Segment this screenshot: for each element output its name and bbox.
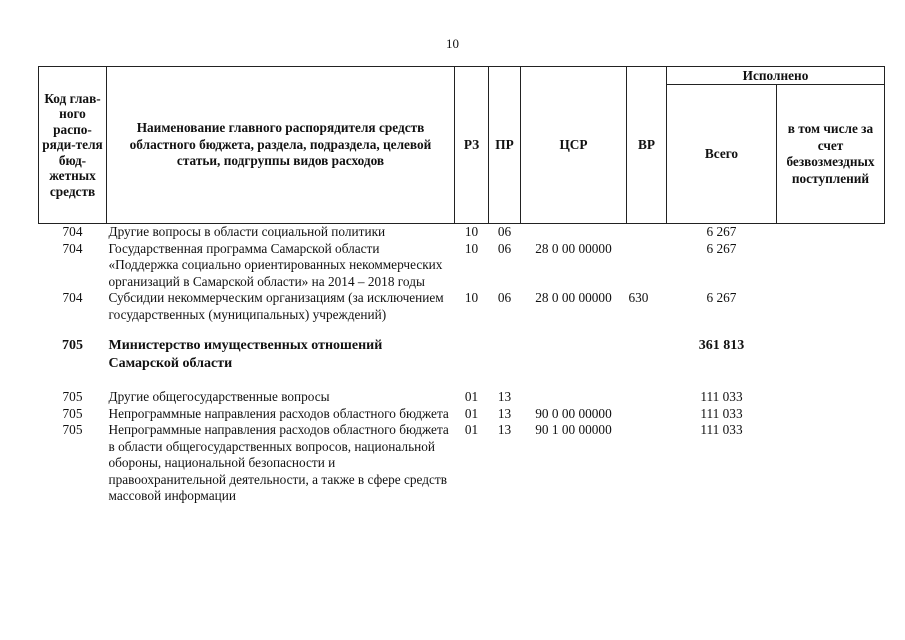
row-name: Другие общегосударственные вопросы: [108, 389, 330, 404]
header-name: Наименование главного распорядителя средств областного бюджета, раздела, подраздела, целевой статьи, подгруппы видов расходов: [107, 67, 455, 224]
row-gratuitous: [777, 224, 885, 241]
header-rz: РЗ: [455, 67, 489, 224]
row-pr: 13: [497, 422, 512, 437]
row-vr: 630: [628, 290, 649, 305]
row-pr: [489, 337, 521, 372]
row-vr: [627, 406, 667, 423]
row-total: 6 267: [706, 240, 737, 256]
row-total: 111 033: [700, 405, 743, 421]
row-total: 6 267: [706, 224, 737, 239]
row-rz: 10: [464, 290, 479, 305]
row-code: 705: [62, 338, 83, 353]
table-row: [39, 224, 885, 241]
row-code: 705: [62, 389, 83, 404]
row-total: 6 267: [706, 290, 737, 305]
row-gratuitous: [777, 389, 885, 406]
row-pr: 06: [497, 224, 512, 239]
row-vr: [627, 241, 667, 291]
row-vr: [627, 389, 667, 406]
row-vr: [627, 337, 667, 372]
row-name: Непрограммные направления расходов областного бюджета в области общегосударственных вопросов, национальной обороны, национальной безопасности и правоохранительной деятельности, а также в сфере средств массовой информации: [108, 422, 449, 503]
header-executed: Исполнено: [667, 67, 885, 85]
row-name: Другие вопросы в области социальной политики: [108, 224, 386, 239]
row-spacer: [39, 372, 885, 389]
header-code: Код глав-ного распо-ряди-теля бюд-жетных средств: [39, 67, 107, 224]
row-name: Субсидии некоммерческим организациям (за исключением государственных (муниципальных) учреждений): [108, 290, 444, 322]
row-rz: 01: [464, 389, 479, 404]
row-csr: 90 0 00 00000: [535, 405, 612, 421]
row-code: 704: [62, 224, 83, 239]
row-gratuitous: [777, 337, 885, 372]
row-rz: 01: [464, 405, 479, 421]
row-code: 705: [62, 405, 83, 421]
row-vr: [627, 422, 667, 505]
row-pr: 06: [497, 240, 512, 256]
row-csr: [521, 224, 627, 241]
row-gratuitous: [777, 241, 885, 291]
spacer-cell: [39, 323, 885, 337]
row-pr: 06: [497, 290, 512, 305]
row-csr: [521, 337, 627, 372]
row-name: Государственная программа Самарской области «Поддержка социально ориентированных некоммерческих организаций в Самарской области» на 2014 – 2018 годы: [108, 240, 443, 289]
row-total: 111 033: [700, 389, 743, 404]
row-rz: 10: [464, 240, 479, 256]
header-pr: ПР: [489, 67, 521, 224]
row-gratuitous: [777, 290, 885, 323]
row-csr: 90 1 00 00000: [535, 422, 612, 437]
row-code: 704: [62, 290, 83, 305]
row-code: 704: [62, 240, 83, 256]
row-gratuitous: [777, 422, 885, 505]
row-spacer: [39, 323, 885, 337]
table-row-ministry: [39, 337, 885, 372]
budget-table: [38, 66, 885, 505]
row-name: Непрограммные направления расходов областного бюджета: [108, 405, 449, 421]
row-rz: [455, 337, 489, 372]
row-code: 705: [62, 422, 83, 437]
table-row: [39, 290, 885, 323]
row-vr: [627, 224, 667, 241]
header-total: Всего: [667, 85, 777, 224]
row-csr: 28 0 00 00000: [535, 290, 612, 305]
row-pr: 13: [497, 389, 512, 404]
row-pr: 13: [497, 405, 512, 421]
table-row: [39, 389, 885, 406]
row-total: 111 033: [700, 422, 743, 437]
spacer-cell: [39, 372, 885, 389]
row-csr: [521, 389, 627, 406]
page-number: 10: [446, 36, 459, 51]
table-row: [39, 241, 885, 291]
row-total: 361 813: [698, 338, 745, 353]
table-row: [39, 406, 885, 423]
header-vr: ВР: [627, 67, 667, 224]
header-csr: ЦСР: [521, 67, 627, 224]
table-row: [39, 422, 885, 505]
row-gratuitous: [777, 406, 885, 423]
row-rz: 10: [464, 224, 479, 239]
row-rz: 01: [464, 422, 479, 437]
row-name: Министерство имущественных отношений Самарской области: [108, 338, 383, 371]
header-gratuitous: в том числе за счет безвозмездных поступлений: [777, 85, 885, 224]
row-csr: 28 0 00 00000: [535, 240, 612, 256]
